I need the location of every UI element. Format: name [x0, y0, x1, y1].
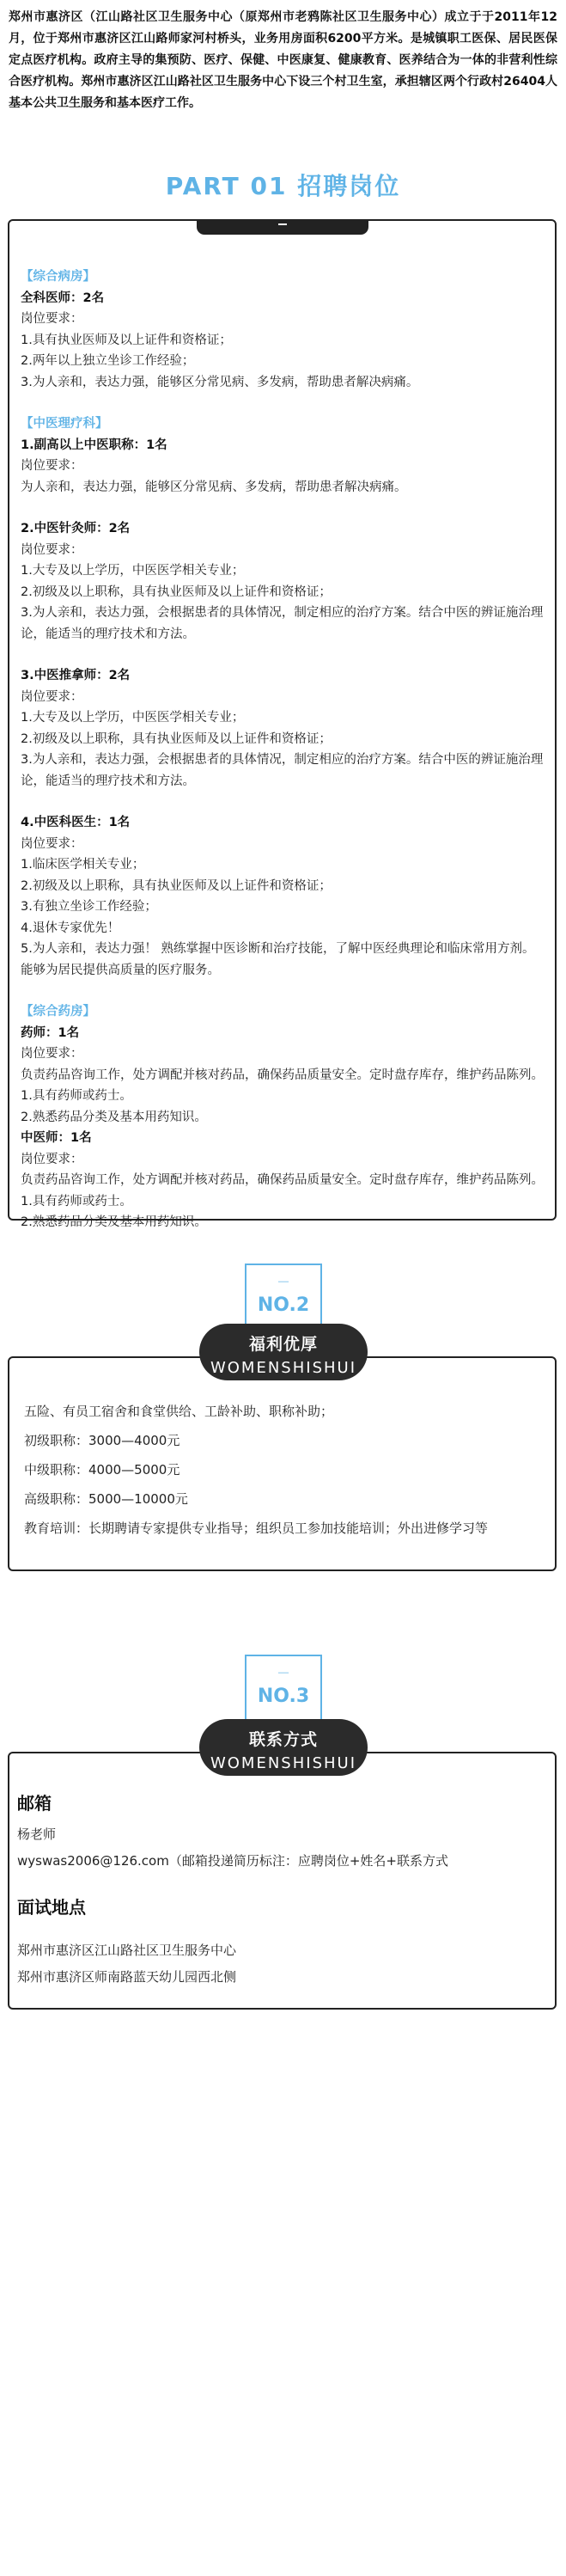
req-line: 1.大专及以上学历，中医医学相关专业； — [21, 711, 245, 725]
contact-person: 杨老师 — [17, 1826, 57, 1842]
dash-glyph: － — [276, 1665, 290, 1681]
section-heading: 【中医理疗科】 — [21, 417, 108, 431]
no3-label — [245, 1655, 322, 1723]
req-line: 3.为人亲和，表达力强，会根据患者的具体情况，制定相应的治疗方案。结合中医的辨证施治理论，能适当的理疗技术和方法。 — [21, 606, 544, 641]
req-label: 岗位要求： — [21, 459, 83, 473]
job-title: 3.中医推拿师：2名 — [21, 669, 131, 682]
req-line: 负责药品咨询工作，处方调配并核对药品，确保药品质量安全。定时盘存库存，维护药品陈列。 — [21, 1068, 544, 1082]
welfare-title: 福利优厚 — [248, 1335, 318, 1354]
address-line: 郑州市惠济区江山路社区卫生服务中心 — [17, 1943, 237, 1958]
req-line: 1.临床医学相关专业； — [21, 858, 145, 872]
req-label: 岗位要求： — [21, 689, 83, 704]
jobs-box-tab — [197, 219, 368, 235]
welfare-line: 中级职称：4000—5000元 — [24, 1462, 180, 1478]
req-line: 2.初级及以上职称，具有执业医师及以上证件和资格证； — [21, 878, 332, 893]
req-line: 1.具有药师或药士。 — [21, 1089, 132, 1103]
req-line: 2.两年以上独立坐诊工作经验； — [21, 354, 195, 368]
req-label: 岗位要求： — [21, 312, 83, 326]
part1-title: PART 01 招聘岗位 — [165, 172, 401, 200]
jobs-content — [21, 266, 546, 1233]
section-heading: 【综合药房】 — [21, 1005, 95, 1019]
address-line: 郑州市惠济区师南路蓝天幼儿园西北侧 — [17, 1969, 237, 1985]
req-line: 1.具有药师或药士。 — [21, 1194, 132, 1208]
req-line: 1.大专及以上学历，中医医学相关专业； — [21, 564, 245, 578]
welfare-line: 高级职称：5000—10000元 — [24, 1491, 188, 1507]
req-line: 2.熟悉药品分类及基本用药知识。 — [21, 1110, 207, 1124]
no2-text: NO.2 — [257, 1294, 310, 1316]
intro-paragraph: 郑州市惠济区（江山路社区卫生服务中心（原郑州市老鸦陈社区卫生服务中心）成立于于2011年12月，位于郑州市惠济区江山路师家河村桥头，业务用房面积6200平方米。是城镇职工医保、居民医保定点医疗机构。政府主导的集预防、医疗、保健、中医康复、健康教育、医养结合为一体的非营利性综合医疗机构。郑州市惠济区江山路社区卫生服务中心下设三个村卫生室，承担辖区两个行政村26404人基本公共卫生服务和基本医疗工作。 — [9, 10, 557, 110]
job-title: 全科医师：2名 — [21, 291, 105, 305]
section-heading: 【综合病房】 — [21, 270, 95, 284]
req-label: 岗位要求： — [21, 1047, 83, 1061]
dash-glyph: － — [276, 1274, 290, 1290]
req-line: 2.初级及以上职称，具有执业医师及以上证件和资格证； — [21, 731, 332, 746]
welfare-line: 五险、有员工宿舍和食堂供给、工龄补助、职称补助； — [24, 1404, 334, 1419]
contact-header-pill — [199, 1719, 368, 1776]
welfare-subtitle: WOMENSHISHUI — [210, 1359, 357, 1377]
contact-email[interactable]: wyswas2006@126.com（邮箱投递简历标注：应聘岗位+姓名+联系方式 — [17, 1853, 448, 1869]
req-label: 岗位要求： — [21, 836, 83, 851]
welfare-header-pill — [199, 1324, 368, 1380]
req-line: 2.熟悉药品分类及基本用药知识。 — [21, 1215, 207, 1229]
job-title: 1.副高以上中医职称：1名 — [21, 437, 167, 452]
interview-location-heading: 面试地点 — [17, 1897, 86, 1918]
job-title: 4.中医科医生：1名 — [21, 816, 131, 829]
welfare-line: 初级职称：3000—4000元 — [24, 1433, 180, 1448]
req-line: 2.初级及以上职称，具有执业医师及以上证件和资格证； — [21, 584, 332, 599]
req-line: 4.退休专家优先！ — [21, 921, 120, 935]
email-heading: 邮箱 — [17, 1793, 52, 1814]
req-line: 3.有独立坐诊工作经验； — [21, 900, 157, 914]
job-title: 2.中医针灸师：2名 — [21, 522, 131, 535]
req-line: 负责药品咨询工作，处方调配并核对药品，确保药品质量安全。定时盘存库存，维护药品陈列。 — [21, 1173, 544, 1187]
req-line: 3.为人亲和，表达力强，会根据患者的具体情况，制定相应的治疗方案。结合中医的辨证施治理论，能适当的理疗技术和方法。 — [21, 753, 544, 788]
req-line: 1.具有执业医师及以上证件和资格证； — [21, 333, 232, 347]
welfare-line: 教育培训：长期聘请专家提供专业指导；组织员工参加技能培训；外出进修学习等 — [24, 1521, 489, 1536]
req-line: 5.为人亲和，表达力强！ 熟练掌握中医诊断和治疗技能，了解中医经典理论和临床常用方剂。能够为居民提供高质量的医疗服务。 — [21, 942, 535, 977]
req-line: 为人亲和，表达力强，能够区分常见病、多发病，帮助患者解决病痛。 — [21, 480, 407, 494]
contact-title: 联系方式 — [248, 1730, 318, 1749]
no3-text: NO.3 — [257, 1686, 310, 1707]
no2-label — [245, 1264, 322, 1332]
req-label: 岗位要求： — [21, 1152, 83, 1166]
job-title: 中医师：1名 — [21, 1131, 92, 1145]
job-title: 药师：1名 — [21, 1025, 80, 1040]
welfare-content — [24, 1397, 539, 1543]
contact-subtitle: WOMENSHISHUI — [210, 1754, 357, 1772]
req-line: 3.为人亲和，表达力强，能够区分常见病、多发病，帮助患者解决病痛。 — [21, 375, 419, 389]
contact-content — [17, 1790, 541, 1991]
req-label: 岗位要求： — [21, 542, 83, 557]
